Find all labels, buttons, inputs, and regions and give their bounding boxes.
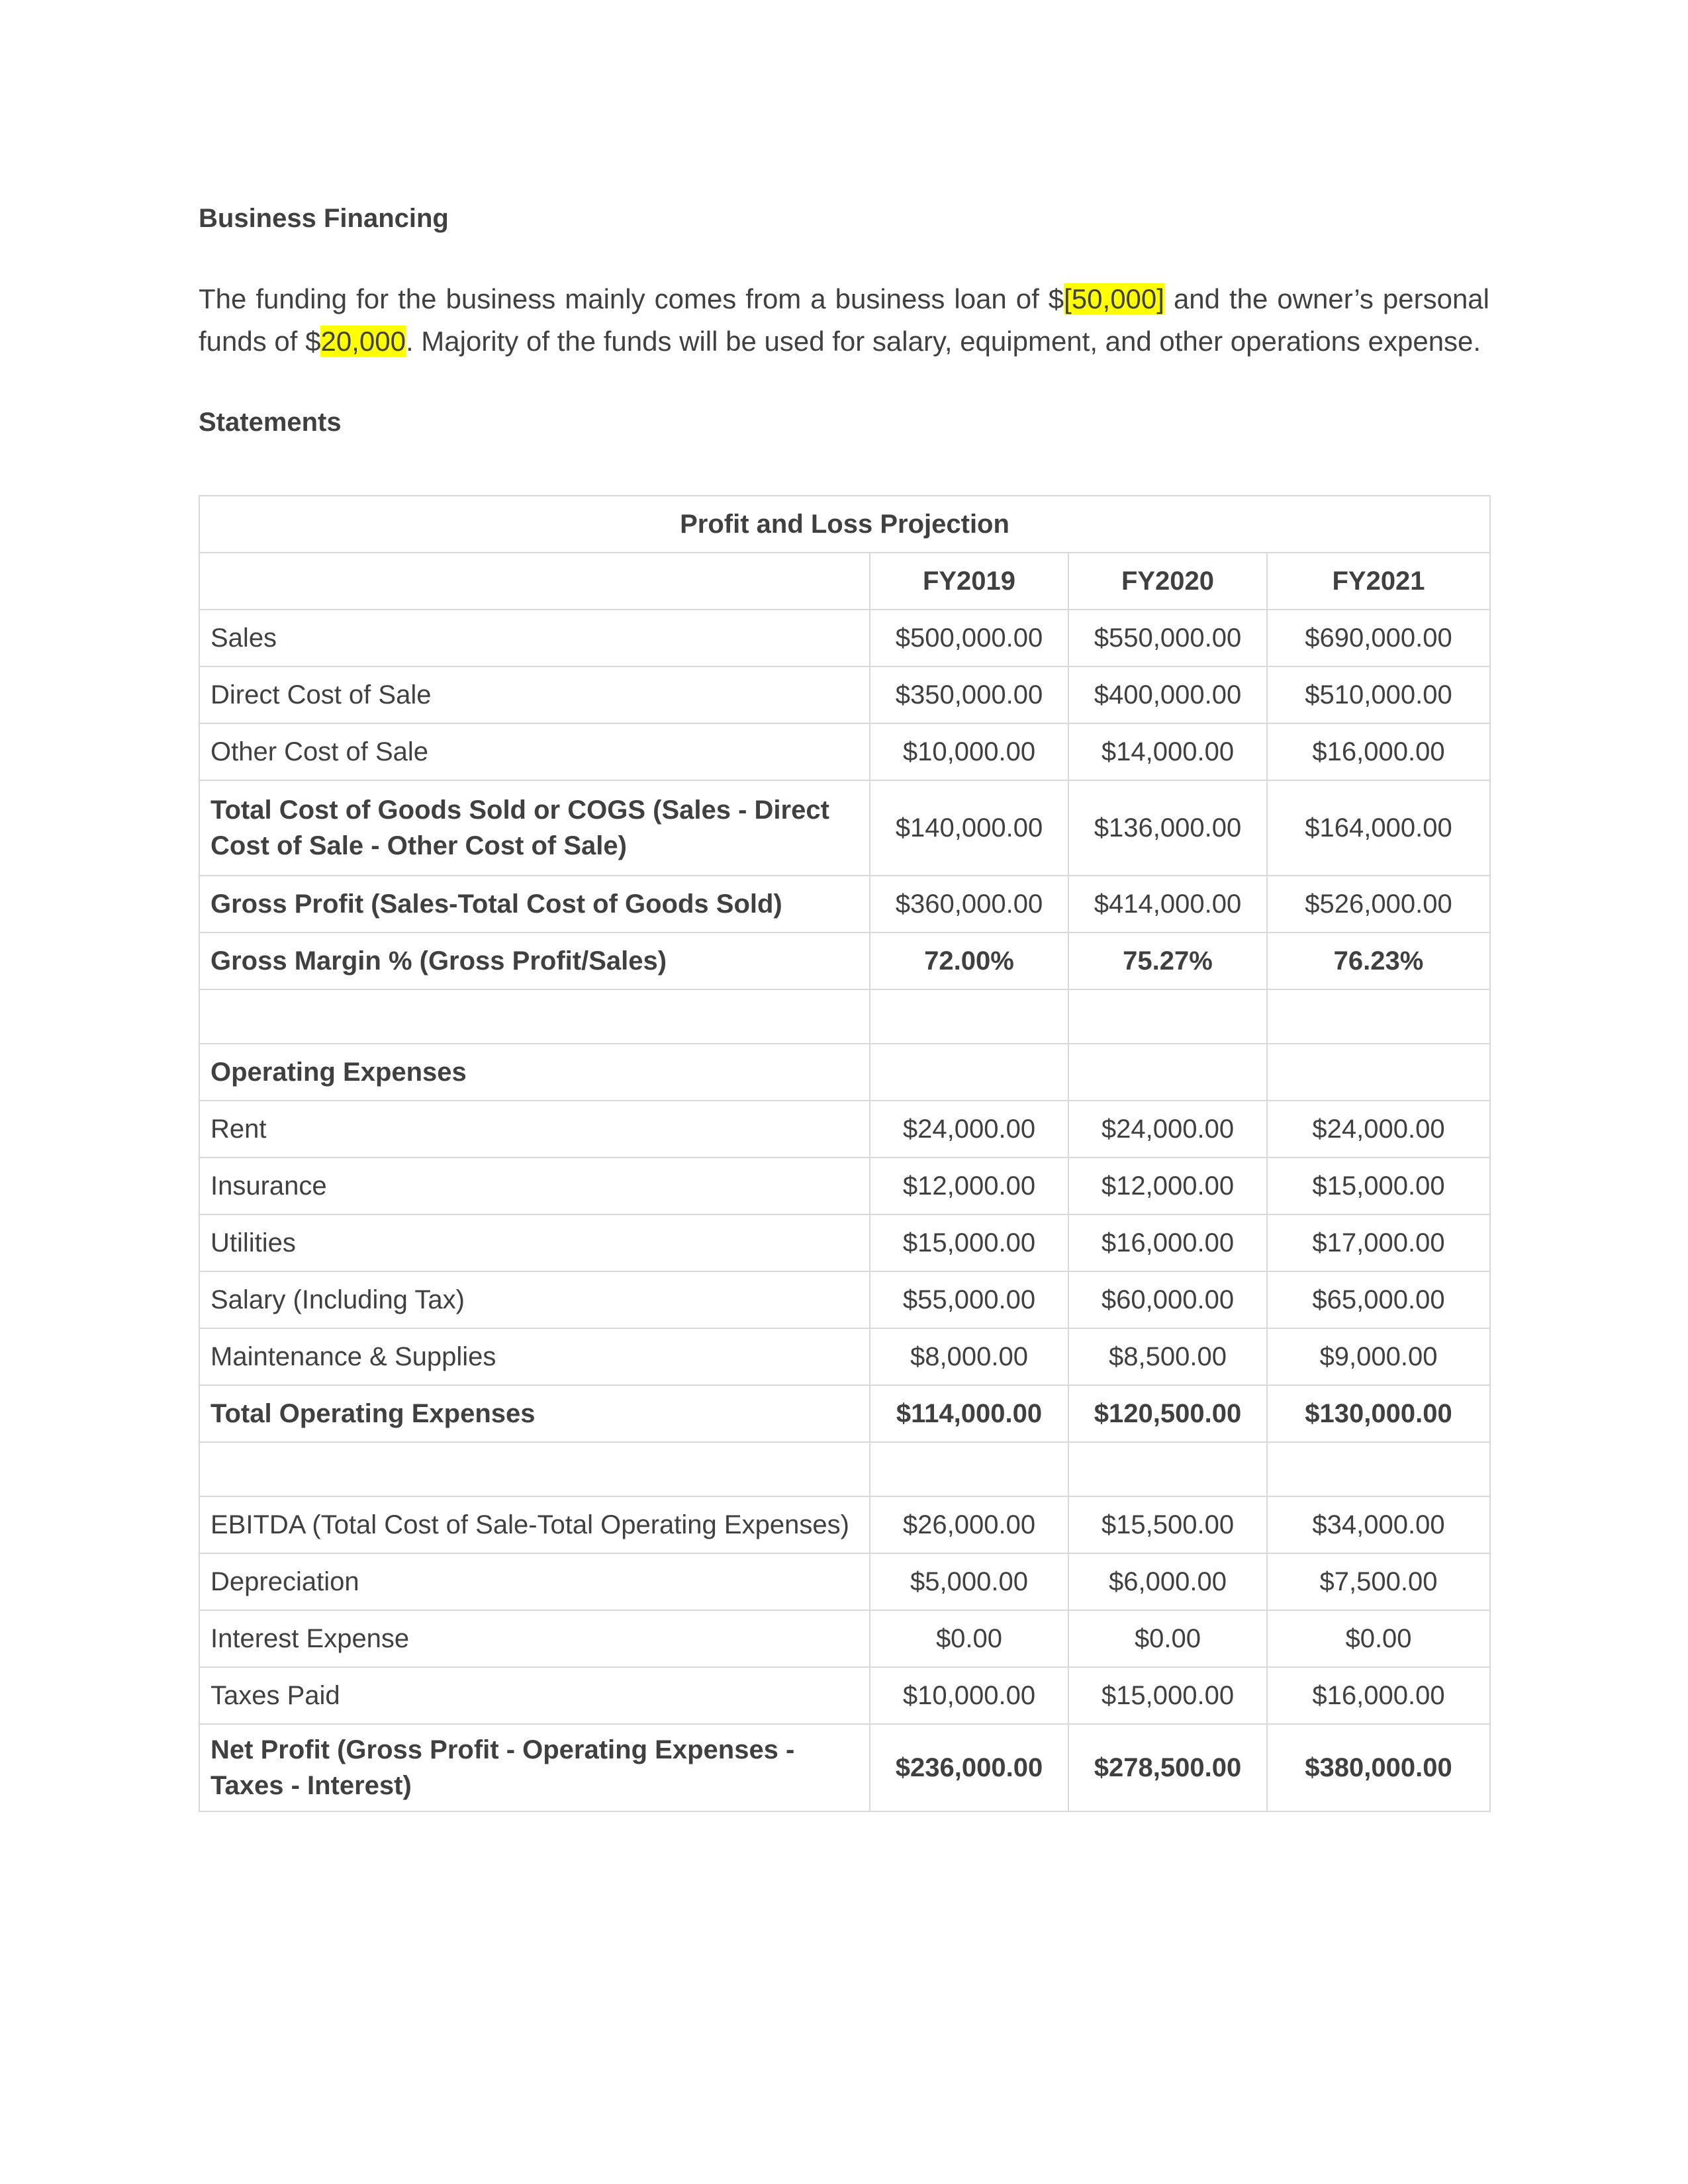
value-fy2021: $130,000.00	[1267, 1385, 1490, 1442]
value-fy2020: $278,500.00	[1068, 1724, 1267, 1811]
value-fy2020: $400,000.00	[1068, 666, 1267, 723]
value-fy2019: $24,000.00	[870, 1101, 1068, 1158]
value-fy2020: $60,000.00	[1068, 1271, 1267, 1328]
row-maintenance-supplies	[199, 1328, 1490, 1385]
row-label: Total Operating Expenses	[199, 1385, 870, 1442]
value-fy2021: $16,000.00	[1267, 1667, 1490, 1724]
row-total-operating-expenses	[199, 1385, 1490, 1442]
owner-funds-highlight: 20,000	[320, 326, 406, 357]
row-other-cost-of-sale	[199, 723, 1490, 780]
value-fy2019: $350,000.00	[870, 666, 1068, 723]
row-label: Rent	[199, 1101, 870, 1158]
row-insurance	[199, 1158, 1490, 1214]
row-label: Taxes Paid	[199, 1667, 870, 1724]
row-taxes-paid	[199, 1667, 1490, 1724]
empty-cell	[870, 1044, 1068, 1101]
row-rent	[199, 1101, 1490, 1158]
loan-amount-highlight: [50,000]	[1064, 283, 1164, 314]
empty-cell	[199, 989, 870, 1044]
profit-loss-table	[199, 495, 1491, 1812]
value-fy2019: $0.00	[870, 1610, 1068, 1667]
document-page	[199, 199, 1489, 1800]
row-salary	[199, 1271, 1490, 1328]
row-operating-expenses-header	[199, 1044, 1490, 1101]
year-header-fy2020: FY2020	[1068, 553, 1267, 610]
funding-text-part-2: and the owner’s personal funds of $	[199, 283, 1489, 357]
row-gross-profit	[199, 876, 1490, 933]
value-fy2020: $15,000.00	[1068, 1667, 1267, 1724]
value-fy2019: $8,000.00	[870, 1328, 1068, 1385]
value-fy2019: $360,000.00	[870, 876, 1068, 933]
value-fy2020: $136,000.00	[1068, 780, 1267, 876]
value-fy2020: $120,500.00	[1068, 1385, 1267, 1442]
row-net-profit	[199, 1724, 1490, 1811]
value-fy2019: $26,000.00	[870, 1496, 1068, 1553]
section-heading-statements: Statements	[199, 408, 342, 437]
row-depreciation	[199, 1553, 1490, 1610]
value-fy2021: $510,000.00	[1267, 666, 1490, 723]
value-fy2021: $24,000.00	[1267, 1101, 1490, 1158]
spacer-row	[199, 1442, 1490, 1496]
value-fy2019: $55,000.00	[870, 1271, 1068, 1328]
row-label: Insurance	[199, 1158, 870, 1214]
value-fy2021: $0.00	[1267, 1610, 1490, 1667]
empty-cell	[1267, 1044, 1490, 1101]
value-fy2020: $12,000.00	[1068, 1158, 1267, 1214]
funding-text-part-3: . Majority of the funds will be used for salary, equipment, and other operations expense.	[405, 326, 1481, 357]
value-fy2021: $16,000.00	[1267, 723, 1490, 780]
value-fy2021: 76.23%	[1267, 933, 1490, 989]
row-gross-margin	[199, 933, 1490, 989]
table-title: Profit and Loss Projection	[199, 496, 1490, 553]
row-label: Sales	[199, 610, 870, 666]
value-fy2019: $5,000.00	[870, 1553, 1068, 1610]
value-fy2021: $7,500.00	[1267, 1553, 1490, 1610]
value-fy2021: $164,000.00	[1267, 780, 1490, 876]
value-fy2021: $690,000.00	[1267, 610, 1490, 666]
value-fy2019: $12,000.00	[870, 1158, 1068, 1214]
value-fy2021: $65,000.00	[1267, 1271, 1490, 1328]
year-header-fy2019: FY2019	[870, 553, 1068, 610]
value-fy2020: $6,000.00	[1068, 1553, 1267, 1610]
value-fy2021: $34,000.00	[1267, 1496, 1490, 1553]
row-label: Maintenance & Supplies	[199, 1328, 870, 1385]
empty-cell	[1068, 1442, 1267, 1496]
header-empty-cell	[199, 553, 870, 610]
spacer-row	[199, 989, 1490, 1044]
row-sales	[199, 610, 1490, 666]
empty-cell	[870, 1442, 1068, 1496]
funding-text-part-1: The funding for the business mainly comes from a business loan of $	[199, 283, 1064, 314]
value-fy2019: $15,000.00	[870, 1214, 1068, 1271]
row-label: Operating Expenses	[199, 1044, 870, 1101]
empty-cell	[1267, 989, 1490, 1044]
value-fy2020: $414,000.00	[1068, 876, 1267, 933]
value-fy2019: 72.00%	[870, 933, 1068, 989]
value-fy2019: $10,000.00	[870, 1667, 1068, 1724]
value-fy2019: $500,000.00	[870, 610, 1068, 666]
value-fy2020: 75.27%	[1068, 933, 1267, 989]
value-fy2020: $24,000.00	[1068, 1101, 1267, 1158]
row-label: Gross Profit (Sales-Total Cost of Goods Sold)	[199, 876, 870, 933]
table-header-row	[199, 553, 1490, 610]
row-label: Net Profit (Gross Profit - Operating Expenses - Taxes - Interest)	[199, 1724, 870, 1811]
value-fy2019: $140,000.00	[870, 780, 1068, 876]
value-fy2020: $16,000.00	[1068, 1214, 1267, 1271]
value-fy2021: $15,000.00	[1267, 1158, 1490, 1214]
row-direct-cost-of-sale	[199, 666, 1490, 723]
row-label: EBITDA (Total Cost of Sale-Total Operating Expenses)	[199, 1496, 870, 1553]
value-fy2021: $17,000.00	[1267, 1214, 1490, 1271]
empty-cell	[1068, 1044, 1267, 1101]
row-label: Total Cost of Goods Sold or COGS (Sales - Direct Cost of Sale - Other Cost of Sale)	[199, 780, 870, 876]
value-fy2020: $550,000.00	[1068, 610, 1267, 666]
section-heading-business-financing: Business Financing	[199, 204, 449, 233]
value-fy2019: $10,000.00	[870, 723, 1068, 780]
value-fy2020: $15,500.00	[1068, 1496, 1267, 1553]
value-fy2019: $114,000.00	[870, 1385, 1068, 1442]
empty-cell	[199, 1442, 870, 1496]
row-total-cogs	[199, 780, 1490, 876]
year-header-fy2021: FY2021	[1267, 553, 1490, 610]
funding-paragraph	[199, 278, 1489, 363]
value-fy2019: $236,000.00	[870, 1724, 1068, 1811]
row-utilities	[199, 1214, 1490, 1271]
value-fy2020: $0.00	[1068, 1610, 1267, 1667]
row-ebitda	[199, 1496, 1490, 1553]
value-fy2021: $9,000.00	[1267, 1328, 1490, 1385]
value-fy2020: $8,500.00	[1068, 1328, 1267, 1385]
value-fy2020: $14,000.00	[1068, 723, 1267, 780]
table-title-row	[199, 496, 1490, 553]
row-label: Depreciation	[199, 1553, 870, 1610]
row-label: Gross Margin % (Gross Profit/Sales)	[199, 933, 870, 989]
value-fy2021: $526,000.00	[1267, 876, 1490, 933]
row-label: Utilities	[199, 1214, 870, 1271]
empty-cell	[1267, 1442, 1490, 1496]
row-label: Direct Cost of Sale	[199, 666, 870, 723]
row-label: Other Cost of Sale	[199, 723, 870, 780]
value-fy2021: $380,000.00	[1267, 1724, 1490, 1811]
row-interest-expense	[199, 1610, 1490, 1667]
row-label: Salary (Including Tax)	[199, 1271, 870, 1328]
empty-cell	[870, 989, 1068, 1044]
empty-cell	[1068, 989, 1267, 1044]
row-label: Interest Expense	[199, 1610, 870, 1667]
